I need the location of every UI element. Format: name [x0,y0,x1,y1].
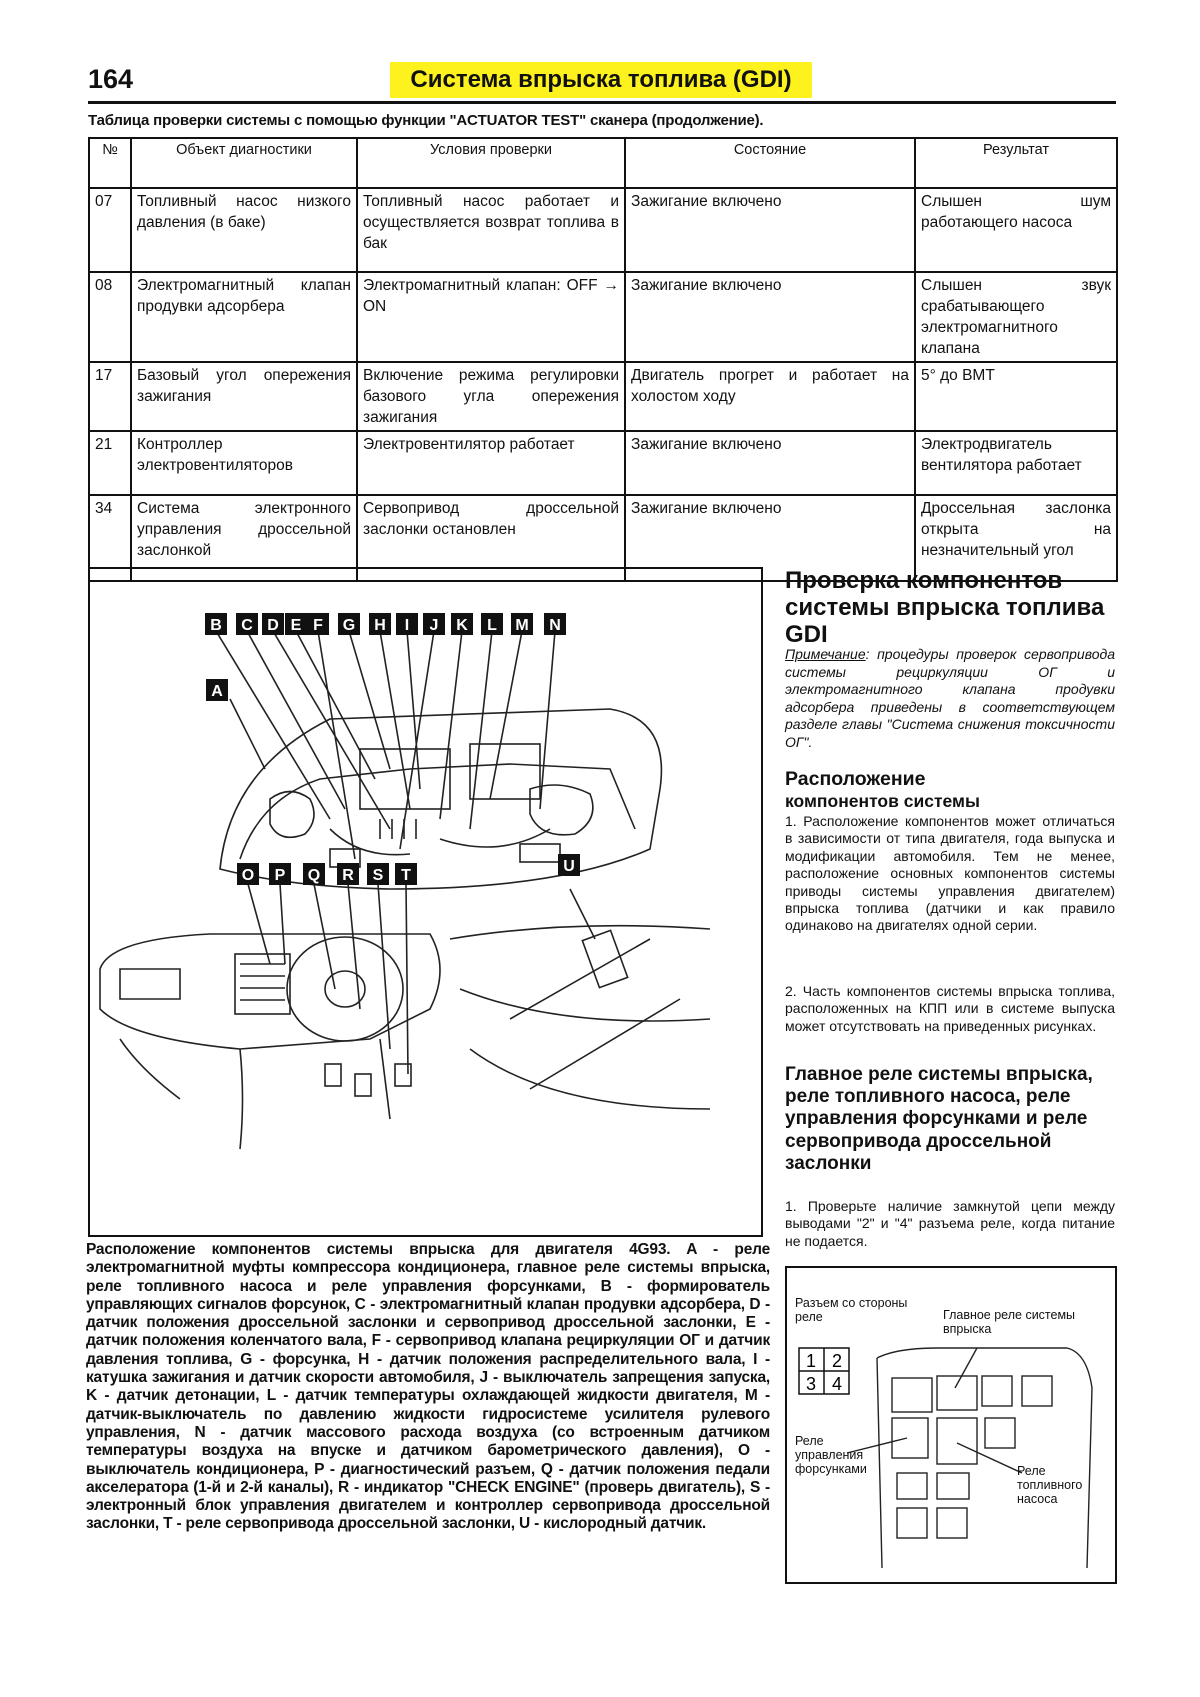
table-row [89,272,1117,362]
page-title: Система впрыска топлива (GDI) [390,62,812,98]
paragraph: 1. Проверьте наличие замкнутой цепи между выводами "2" и "4" разъема реле, когда питание не подается. [785,1198,1115,1249]
table-header-row [89,138,1117,188]
table-cell: 5° до ВМТ [915,362,1117,431]
note [785,646,1115,751]
subsection-title: Расположение [785,768,926,790]
relay-section-title: Главное реле системы впрыска, реле топливного насоса, реле управления форсунками и реле сервопривода дроссельной заслонки [785,1064,1093,1174]
engine-diagram [90,569,761,1235]
relay-figure [785,1266,1117,1584]
header-rule [88,101,1116,104]
figure-label: O [241,867,255,884]
note-label: Примечание [785,646,866,662]
table-cell: Зажигание включено [625,495,915,581]
figure-label: K [456,617,468,634]
table-cell: 34 [89,495,131,581]
table-cell: 21 [89,431,131,495]
header-cell-object: Объект диагностики [131,138,357,188]
figure-label: C [241,617,253,634]
table-cell: Электровентилятор работает [357,431,625,495]
table-cell: Зажигание включено [625,272,915,362]
table-cell: 07 [89,188,131,272]
header-cell-result: Результат [915,138,1117,188]
pin-label: 1 [805,1351,817,1371]
table-cell: Дроссельная заслонка открыта на незначительный угол [915,495,1117,581]
table-cell: 17 [89,362,131,431]
table-cell: Слышен звук срабатывающего электромагнитного клапана [915,272,1117,362]
figure-label: B [210,617,222,634]
figure-label: E [290,617,302,634]
main-relay-label: Главное реле системы впрыска [943,1308,1076,1336]
figure-label: F [313,617,323,634]
figure-caption: Расположение компонентов системы впрыска для двигателя 4G93. A - реле электромагнитной муфты компрессора кондиционера, главное реле системы впрыска, реле топливного насоса и реле управления форсунками, B - формирователь управляющих сигналов форсунок, C - электромагнитный клапан продувки адсорбера, D - датчик положения дроссельной заслонки и сервопривод дроссельной заслонки, E - датчик положения коленчатого вала, F - сервопривод клапана рециркуляции ОГ и датчик давления топлива, G - форсунка, H - датчик положения распределительного вала, I - катушка зажигания и датчик скорости автомобиля, J - выключатель запрещения запуска, K - датчик детонации, L - датчик температуры охлаждающей жидкости двигателя, M - датчик-выключатель по давлению жидкости гидросистеме усилителя рулевого управления, N - датчик массового расхода воздуха (со встроенным датчиком температуры воздуха на впуске и датчиком барометрического давления), O - выключатель кондиционера, P - диагностический разъем, Q - датчик положения педали акселератора (1-й и 2-й каналы), R - индикатор "CHECK ENGINE" (проверь двигатель), S - электронный блок управления двигателем и контроллер сервопривода дроссельной заслонки, T - реле сервопривода дроссельной заслонки, U - кислородный датчик. [86,1241,770,1533]
figure-label: L [487,617,497,634]
table-cell: Электромагнитный клапан: OFF → ON [357,272,625,362]
figure-label: T [401,867,411,884]
figure-label: H [374,617,386,634]
table-cell: Сервопривод дроссельной заслонки остановлен [357,495,625,581]
note-text: : процедуры проверок сервопривода системы рециркуляции ОГ и электромагнитного клапана продувки адсорбера приведены в соответствующем разделе главы "Система снижения токсичности ОГ". [785,646,1115,750]
figure-label: A [211,683,223,700]
figure-label: P [274,867,286,884]
table-row [89,188,1117,272]
header-cell-conditions: Условия проверки [357,138,625,188]
table-cell: 08 [89,272,131,362]
figure-label-row-top [205,613,566,635]
figure-label: I [404,617,410,634]
figure-label: D [267,617,279,634]
table-cell: Зажигание включено [625,188,915,272]
table-cell: Электродвигатель вентилятора работает [915,431,1117,495]
figure-label: U [563,858,575,875]
table-row [89,362,1117,431]
page-number: 164 [88,64,134,94]
table-cell: Двигатель прогрет и работает на холостом ходу [625,362,915,431]
subsection-title-2: компонентов системы [785,791,980,811]
header-cell-state: Состояние [625,138,915,188]
component-location-figure [88,567,763,1237]
table-cell: Топливный насос работает и осуществляется возврат топлива в бак [357,188,625,272]
figure-label: M [515,617,529,634]
table-cell: Слышен шум работающего насоса [915,188,1117,272]
pin-label: 2 [831,1351,843,1371]
figure-label: R [342,867,354,884]
figure-label: J [429,617,439,634]
table-cell: Топливный насос низкого давления (в баке) [131,188,357,272]
table-cell: Включение режима регулировки базового угла опережения зажигания [357,362,625,431]
table-cell: Контроллер электровентиляторов [131,431,357,495]
header-cell-number: № [89,138,131,188]
figure-label: G [342,617,356,634]
table-cell: Система электронного управления дроссельной заслонкой [131,495,357,581]
figure-label-row-dash [237,863,417,885]
actuator-test-table [88,137,1118,582]
pin-label: 4 [831,1374,843,1394]
table-cell: Зажигание включено [625,431,915,495]
connector-label: Разъем со стороны реле [795,1296,908,1324]
injector-relay-label: Реле управления форсунками [795,1434,867,1476]
paragraph: 2. Часть компонентов системы впрыска топлива, расположенных на КПП или в системе выпуска может отсутствовать на приведенных рисунках. [785,983,1115,1034]
table-cell: Базовый угол опережения зажигания [131,362,357,431]
section-title: Проверка компонентов системы впрыска топлива GDI [785,567,1105,648]
table-row [89,431,1117,495]
figure-label: Q [307,867,321,884]
paragraph: 1. Расположение компонентов может отличаться в зависимости от типа двигателя, года выпуска и модификации автомобиля. Тем не менее, расположение основных компонентов системы приводы системы управления двигателем) впрыска топлива (датчики и как правило одинаково на двигателях одной серии. [785,813,1115,934]
table-caption: Таблица проверки системы с помощью функции "ACTUATOR TEST" сканера (продолжение). [88,112,764,129]
figure-label: N [549,617,561,634]
table-cell: Электромагнитный клапан продувки адсорбера [131,272,357,362]
fuel-pump-relay-label: Реле топливного насоса [1017,1464,1083,1506]
figure-label: S [372,867,384,884]
pin-label: 3 [805,1374,817,1394]
